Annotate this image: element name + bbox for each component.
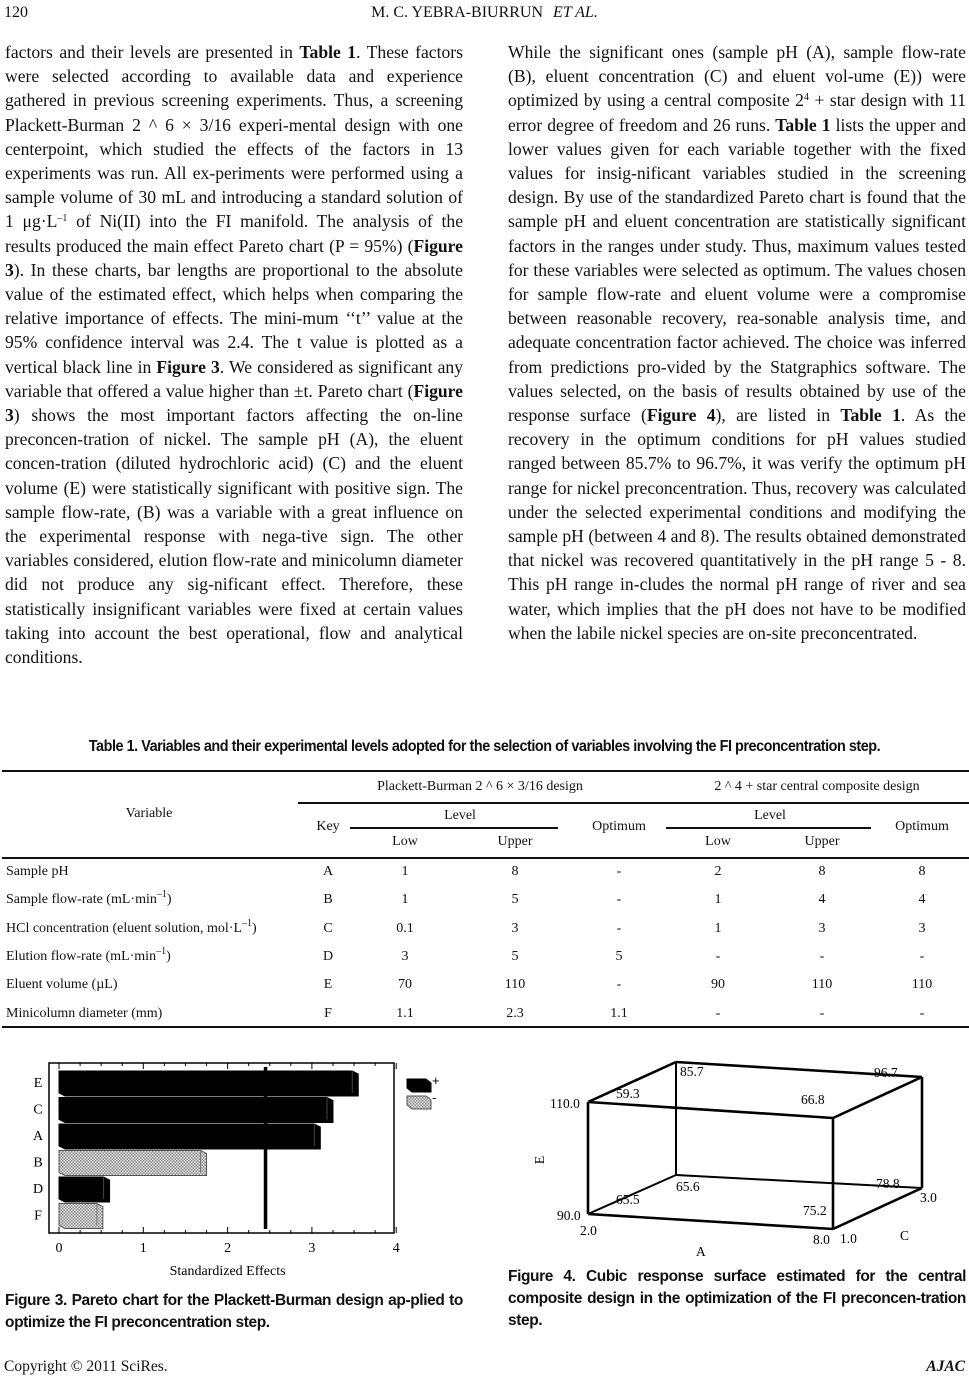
left-text-run: . These factors were selected according to available data and experience gathered in previous screening experiments. Thus, a screening Plackett-Burman 2 ^ 6 × 3/16 experi-mental design with one centerpoint, which studied the effects of the factors in 13 experiments was run. All ex-periments were performed using a sample volume of 30 mL and introducing a standard solution of 1 μg·L <box>5 42 463 232</box>
x-tick-label: 2 <box>224 1241 232 1256</box>
axis-a-low-label: 2.0 <box>580 1223 597 1238</box>
table-cell-pb-opt: - <box>616 864 622 879</box>
table-cell-cc-low: - <box>715 1005 721 1021</box>
right-text-run: Table 1 <box>840 405 901 426</box>
table-cell-pb-upper: 110 <box>504 977 526 993</box>
left-column-text <box>5 40 463 669</box>
table-cell-key: E <box>323 977 333 993</box>
axis-c-title: C <box>900 1228 910 1243</box>
left-text-run: ). In these charts, bar lengths are proportional to the absolute value of the estimated effect, which helps when comparing the relative importance of effects. The mini-mum ‘‘t’’ value at the 95% confidence interval was 2.4. The t value is plotted as a vertical black line in <box>5 259 463 377</box>
cube-plot-svg <box>500 1050 960 1260</box>
table-cell-cc-low: 2 <box>714 864 722 879</box>
left-text-run: Figure 3 <box>5 380 463 426</box>
bar-A <box>59 1124 320 1149</box>
x-tick-label: 4 <box>392 1241 400 1256</box>
cube-vertex-value: 85.7 <box>680 1064 704 1079</box>
axis-e-title: E <box>532 1155 547 1165</box>
table-cell-key: A <box>322 864 334 879</box>
right-text-run: ), are listed in <box>715 405 841 426</box>
bar-C <box>59 1098 333 1123</box>
copyright-notice: Copyright © 2011 SciRes. <box>4 1358 168 1375</box>
table-level-rule-cc <box>666 827 871 829</box>
table-cell-cc-upper: 8 <box>818 864 826 879</box>
cube-vertex-value: 75.2 <box>803 1203 827 1218</box>
table-cell-cc-opt: 4 <box>918 892 926 908</box>
axis-c-high-label: 3.0 <box>920 1190 937 1205</box>
table-header-group-plackett-burman: Plackett-Burman 2 ^ 6 × 3/16 design <box>377 779 583 794</box>
running-head <box>0 4 969 22</box>
table-cell-pb-low: 70 <box>398 977 412 993</box>
right-text-run: While the significant ones (sample pH (A), sample flow-rate (B), eluent concentration (C) and eluent vol-ume (E)) were optimized by using a central composite 2 <box>508 42 966 111</box>
right-text-run: 4 <box>803 92 809 104</box>
running-head-et-al: ET AL. <box>553 4 598 21</box>
table-cell-pb-opt: - <box>616 977 622 993</box>
table-header-upper-pb: Upper <box>497 834 533 849</box>
table-cell-key: B <box>323 892 333 908</box>
x-tick-label: 0 <box>55 1241 63 1256</box>
table-header-group-central-composite: 2 ^ 4 + star central composite design <box>714 779 920 794</box>
axis-e-low-label: 90.0 <box>557 1208 581 1223</box>
table-cell-pb-opt: 5 <box>615 948 623 964</box>
bar-F <box>59 1204 103 1229</box>
cube-vertex-value: 65.5 <box>616 1192 640 1207</box>
table-cell-pb-upper: 5 <box>511 892 519 908</box>
page-header <box>0 4 969 28</box>
bar-E <box>59 1071 358 1096</box>
table-header-level-cc: Level <box>754 808 786 823</box>
right-text-run: lists the upper and lower values given for each variable together with the fixed values for insig-nificant variables studied in the screening design. By use of the standardized Pareto chart is found that the sample pH and eluent concentration are statistically significant factors in the ranges under study. Thus, maximum values tested for these variables were selected as optimum. The values chosen for sample flow-rate and eluent volume were a compromise between reasonable recovery, rea-sonable analysis time, and adequate concentration factor achieved. The choice was inferred from predictions pro-vided by the Statgraphics software. The values selected, on the basis of results obtained by use of the response surface ( <box>508 114 966 426</box>
table-header-upper-cc: Upper <box>804 834 840 849</box>
axis-a-high-label: 8.0 <box>813 1232 830 1247</box>
table-cell-cc-opt: - <box>919 948 925 964</box>
cube-edge <box>833 1188 922 1229</box>
table-cell-variable: Elution flow-rate $(mL\cdot\min^{-1})$ <box>6 945 171 964</box>
legend-negative-label: - <box>432 1090 437 1105</box>
table-cell-cc-low: 1 <box>714 892 722 908</box>
y-category-label: F <box>34 1208 42 1224</box>
page-number: 120 <box>4 4 28 21</box>
axis-c-low-label: 1.0 <box>840 1231 857 1246</box>
table-header-key: Key <box>316 819 340 834</box>
right-text-run: Table 1 <box>775 114 831 135</box>
cube-edge <box>588 1102 833 1118</box>
y-category-label: D <box>32 1182 44 1197</box>
y-category-label: C <box>33 1102 43 1118</box>
table-cell-pb-upper: 3 <box>511 920 519 936</box>
left-text-run: . We considered as significant any variable that offered a value higher than ±t. Pareto chart ( <box>5 356 463 401</box>
table-cell-pb-low: 0.1 <box>396 920 414 936</box>
table-cell-pb-upper: 2.3 <box>506 1005 524 1021</box>
table-cell-cc-opt: - <box>919 1005 925 1021</box>
x-tick-label: 1 <box>139 1241 147 1256</box>
right-text-run: Figure 4 <box>646 405 716 426</box>
table-header-optimum-cc: Optimum <box>895 819 949 834</box>
left-text-run: Table 1 <box>299 42 357 62</box>
bar-B <box>59 1151 207 1176</box>
left-text-run: of Ni(II) into the FI manifold. The analysis of the results produced the main effect Pareto chart (P = 95%) ( <box>5 211 464 256</box>
table-cell-key: C <box>323 920 333 936</box>
axis-a-title: A <box>696 1244 706 1259</box>
table-group-rule <box>298 802 969 804</box>
left-text-run: –1 <box>57 213 68 225</box>
cube-vertex-value: 65.6 <box>676 1179 700 1194</box>
table-cell-cc-opt: 8 <box>918 864 926 879</box>
figure-3-caption: Figure 3. Pareto chart for the Plackett-Burman design ap-plied to optimize the FI preconcentration step. <box>5 1292 463 1331</box>
table-cell-variable: Eluent volume (µL) <box>6 977 118 993</box>
table-cell-cc-low: - <box>715 948 721 964</box>
y-category-label: E <box>33 1076 43 1091</box>
table-cell-pb-opt: - <box>616 892 622 908</box>
figure-4-caption: Figure 4. Cubic response surface estimated for the central composite design in the optimization of the FI preconcen-tration step. <box>508 1268 966 1329</box>
table-cell-pb-upper: 8 <box>511 864 519 879</box>
left-text-run: Figure 3 <box>156 356 220 377</box>
table-bottom-rule <box>2 1026 969 1028</box>
table-cell-cc-upper: 110 <box>811 977 833 993</box>
table-header-variable: Variable <box>125 806 173 821</box>
table-cell-cc-opt: 110 <box>911 977 933 993</box>
table-cell-cc-opt: 3 <box>918 920 926 936</box>
table-cell-variable: Sample pH <box>6 864 69 879</box>
legend-negative-swatch <box>407 1096 431 1109</box>
running-head-authors: M. C. YEBRA-BIURRUN <box>371 4 544 21</box>
bar-D <box>59 1177 110 1202</box>
cube-vertex-value: 96.7 <box>874 1065 898 1080</box>
table-top-rule <box>2 770 969 772</box>
table-header-rule <box>2 857 969 859</box>
cube-vertex-value: 78.8 <box>876 1176 900 1191</box>
journal-abbreviation: AJAC <box>926 1358 965 1375</box>
figure-3-pareto-chart <box>20 1055 460 1285</box>
table-cell-cc-upper: - <box>819 948 825 964</box>
x-axis-title: Standardized Effects <box>169 1264 286 1279</box>
cube-vertex-value: 66.8 <box>801 1092 825 1107</box>
table-cell-pb-low: 1 <box>401 864 409 879</box>
table-cell-variable: HCl concentration (eluent solution, $mol\cdot L^{-1}$) <box>6 917 257 936</box>
table-cell-cc-upper: - <box>819 1005 825 1021</box>
table-header-level-pb: Level <box>444 808 476 823</box>
table-cell-cc-low: 1 <box>714 920 722 936</box>
table-cell-pb-low: 1 <box>401 892 409 908</box>
table-level-rule-pb <box>350 827 558 829</box>
cube-vertex-value: 59.3 <box>616 1086 640 1101</box>
table-cell-key: D <box>322 948 334 964</box>
right-column-text <box>508 40 966 645</box>
cube-edge <box>833 1077 922 1118</box>
right-text-run: . As the recovery in the optimum conditions for pH values studied ranged between 85.7% to 96.7%, it was verify the optimum pH range for nickel preconcentration. Thus, recovery was calculated under the selected experimental conditions and modifying the sample pH (between 4 and 8). The results obtained demonstrated that nickel was recovered quantitatively in the pH range 5 - 8. This pH range in-cludes the normal pH range of river and sea water, which implies that the pH does not have to be modified when the labile nickel species are on-site preconcentrated. <box>508 405 966 643</box>
right-text-run: + star design with 11 error degree of freedom and 26 runs. <box>508 90 966 135</box>
left-text-run: ) shows the most important factors affecting the on-line preconcen-tration of nickel. The sample pH (A), the eluent concen-tration (diluted hydrochloric acid) (C) and the eluent volume (E) were statistically significant with positive sign. The sample flow-rate, (B) was a variable with a great influence on the experimental response with nega-tive sign. The other variables considered, elution flow-rate and minicolumn diameter did not produce any sig-nificant effect. Therefore, these statistically insignificant variables were fixed at certain values taking into account the best operational, flow and analytical conditions. <box>5 405 463 668</box>
table-header-optimum-pb: Optimum <box>592 819 646 834</box>
legend-positive-label: + <box>432 1073 440 1088</box>
table-cell-pb-low: 1.1 <box>396 1005 414 1021</box>
table-header-low-cc: Low <box>705 834 731 849</box>
table-header-low-pb: Low <box>392 834 418 849</box>
table-cell-variable: Minicolumn diameter (mm) <box>6 1005 163 1021</box>
table-cell-cc-upper: 4 <box>818 892 826 908</box>
cube-edge <box>588 1214 833 1229</box>
table-cell-pb-opt: - <box>616 920 622 936</box>
legend-positive-swatch <box>407 1079 431 1092</box>
left-text-run: Figure 3 <box>5 235 463 280</box>
x-tick-label: 3 <box>308 1241 316 1256</box>
figure-4-cube-plot <box>500 1050 960 1260</box>
table-cell-cc-upper: 3 <box>818 920 826 936</box>
left-text-run: factors and their levels are presented in <box>5 42 300 62</box>
table-cell-pb-upper: 5 <box>511 948 519 964</box>
y-category-label: B <box>33 1155 43 1171</box>
table-cell-key: F <box>324 1005 332 1021</box>
table-cell-pb-opt: 1.1 <box>610 1005 628 1021</box>
table-cell-pb-low: 3 <box>401 948 409 964</box>
pareto-chart-svg <box>20 1055 460 1285</box>
axis-e-high-label: 110.0 <box>550 1096 580 1111</box>
table-cell-variable: Sample flow-rate $(mL\cdot\min^{-1})$ <box>6 889 172 908</box>
y-category-label: A <box>32 1129 44 1144</box>
table-1-caption: Table 1. Variables and their experimental levels adopted for the selection of variables involving the FI preconcentration step. <box>88 738 881 755</box>
table-cell-cc-low: 90 <box>711 977 725 993</box>
